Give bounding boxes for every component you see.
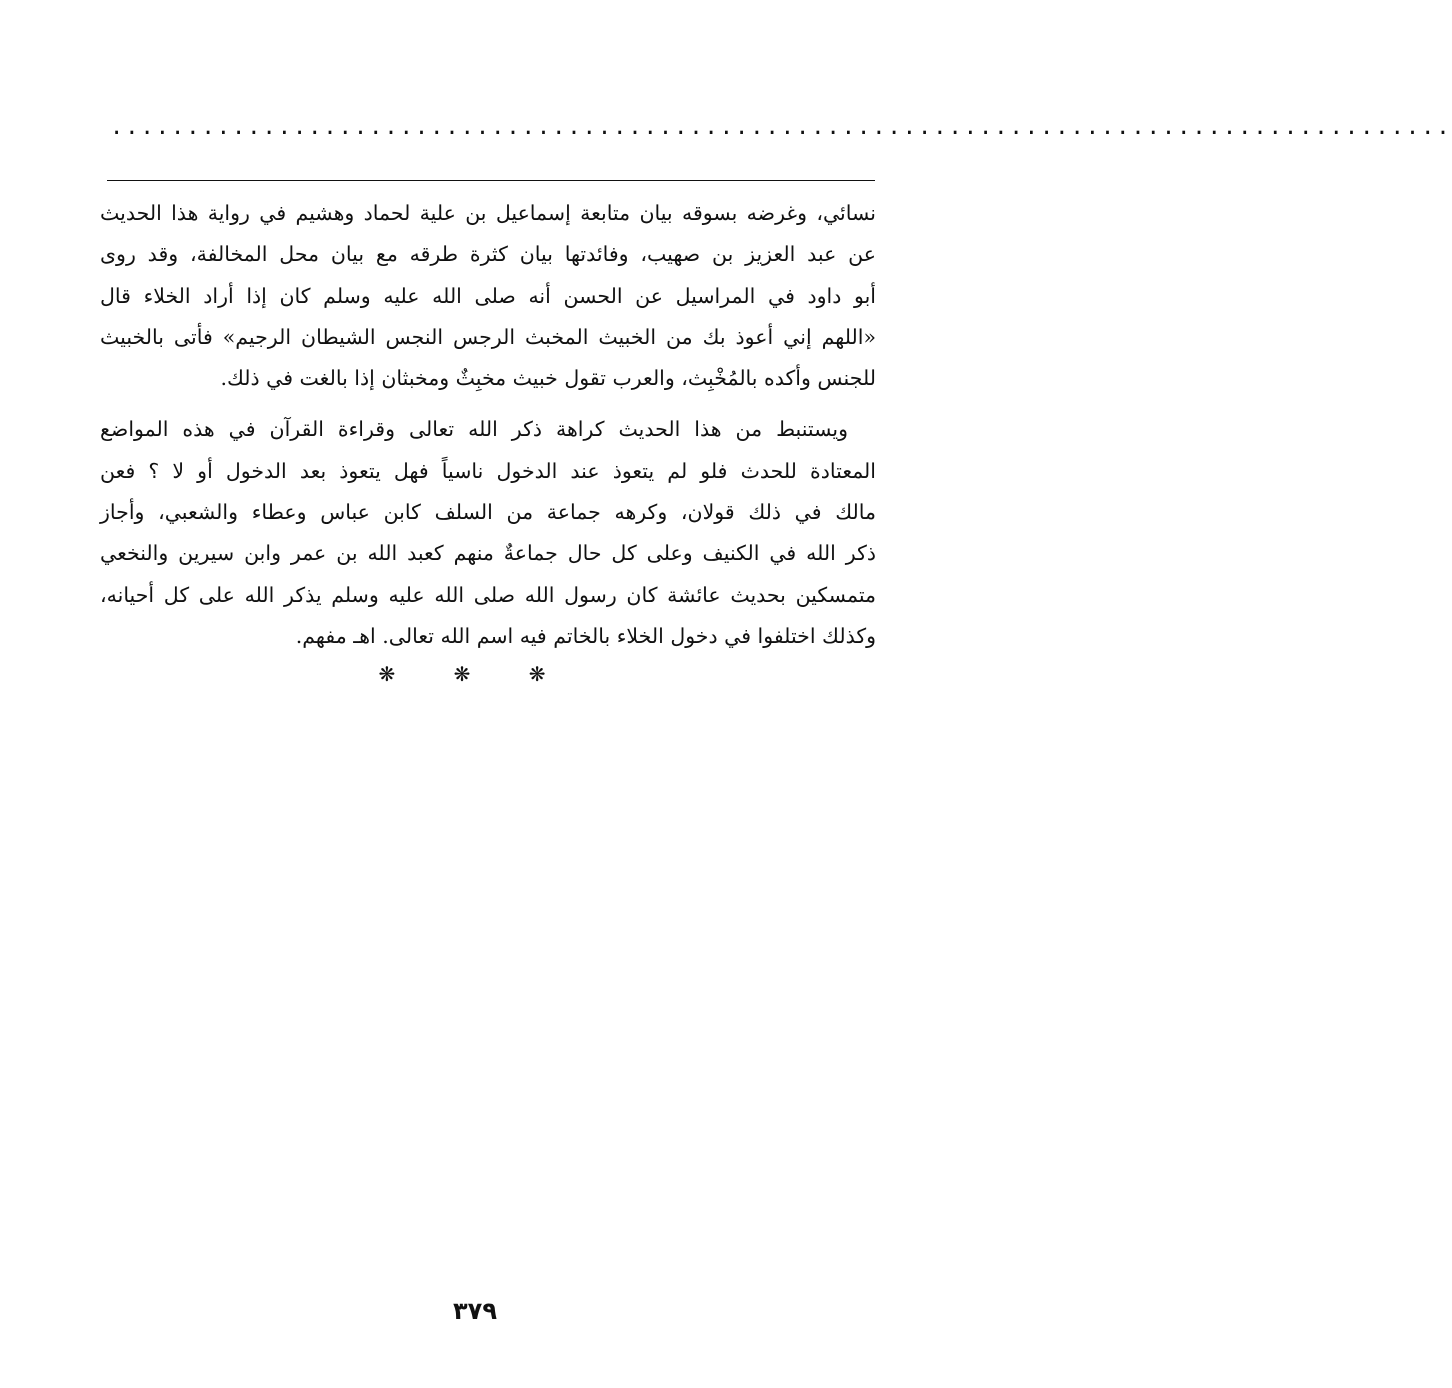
text-line: أبو داود في المراسيل عن الحسن أنه صلى الله عليه وسلم كان إذا أراد الخلاء قال (100, 283, 876, 308)
page-number: ٣٧٩ (453, 1297, 497, 1325)
text-line: للجنس وأكده بالمُخْبِث، والعرب تقول خبيث مخبِثٌ ومخبثان إذا بالغت في ذلك. (220, 366, 876, 391)
paragraph-1 (100, 193, 876, 399)
text-line: عن عبد العزيز بن صهيب، وفائدتها بيان كثرة طرقه مع بيان محل المخالفة، وقد روى (100, 242, 876, 267)
text-line: وكذلك اختلفوا في دخول الخلاء بالخاتم فيه اسم الله تعالى. اهـ مفهم. (295, 623, 876, 648)
section-separator-stars: ❋ ❋ ❋ (378, 662, 572, 686)
text-line: ذكر الله في الكنيف وعلى كل حال جماعةٌ منهم كعبد الله بن عمر وابن سيرين والنخعي (100, 541, 876, 566)
header-rule (107, 180, 875, 181)
body-text (100, 193, 876, 657)
text-line: متمسكين بحديث عائشة كان رسول الله صلى الله عليه وسلم يذكر الله على كل أحيانه، (100, 582, 876, 607)
text-line: مالك في ذلك قولان، وكرهه جماعة من السلف كابن عباس وعطاء والشعبي، وأجاز (100, 500, 876, 525)
omission-dotted-line: ........................................................................................ (110, 115, 1452, 140)
text-line: ويستنبط من هذا الحديث كراهة ذكر الله تعالى وقراءة القرآن في هذه المواضع (100, 417, 848, 442)
paragraph-gap (100, 399, 876, 409)
text-line: نسائي، وغرضه بسوقه بيان متابعة إسماعيل بن علية لحماد وهشيم في رواية هذا الحديث (100, 201, 876, 225)
paragraph-2 (100, 409, 876, 657)
text-line: «اللهم إني أعوذ بك من الخبيث المخبث الرجس النجس الشيطان الرجيم» فأتى بالخبيث (100, 324, 876, 349)
text-line: المعتادة للحدث فلو لم يتعوذ عند الدخول ناسياً فهل يتعوذ بعد الدخول أو لا ؟ فعن (100, 458, 876, 483)
